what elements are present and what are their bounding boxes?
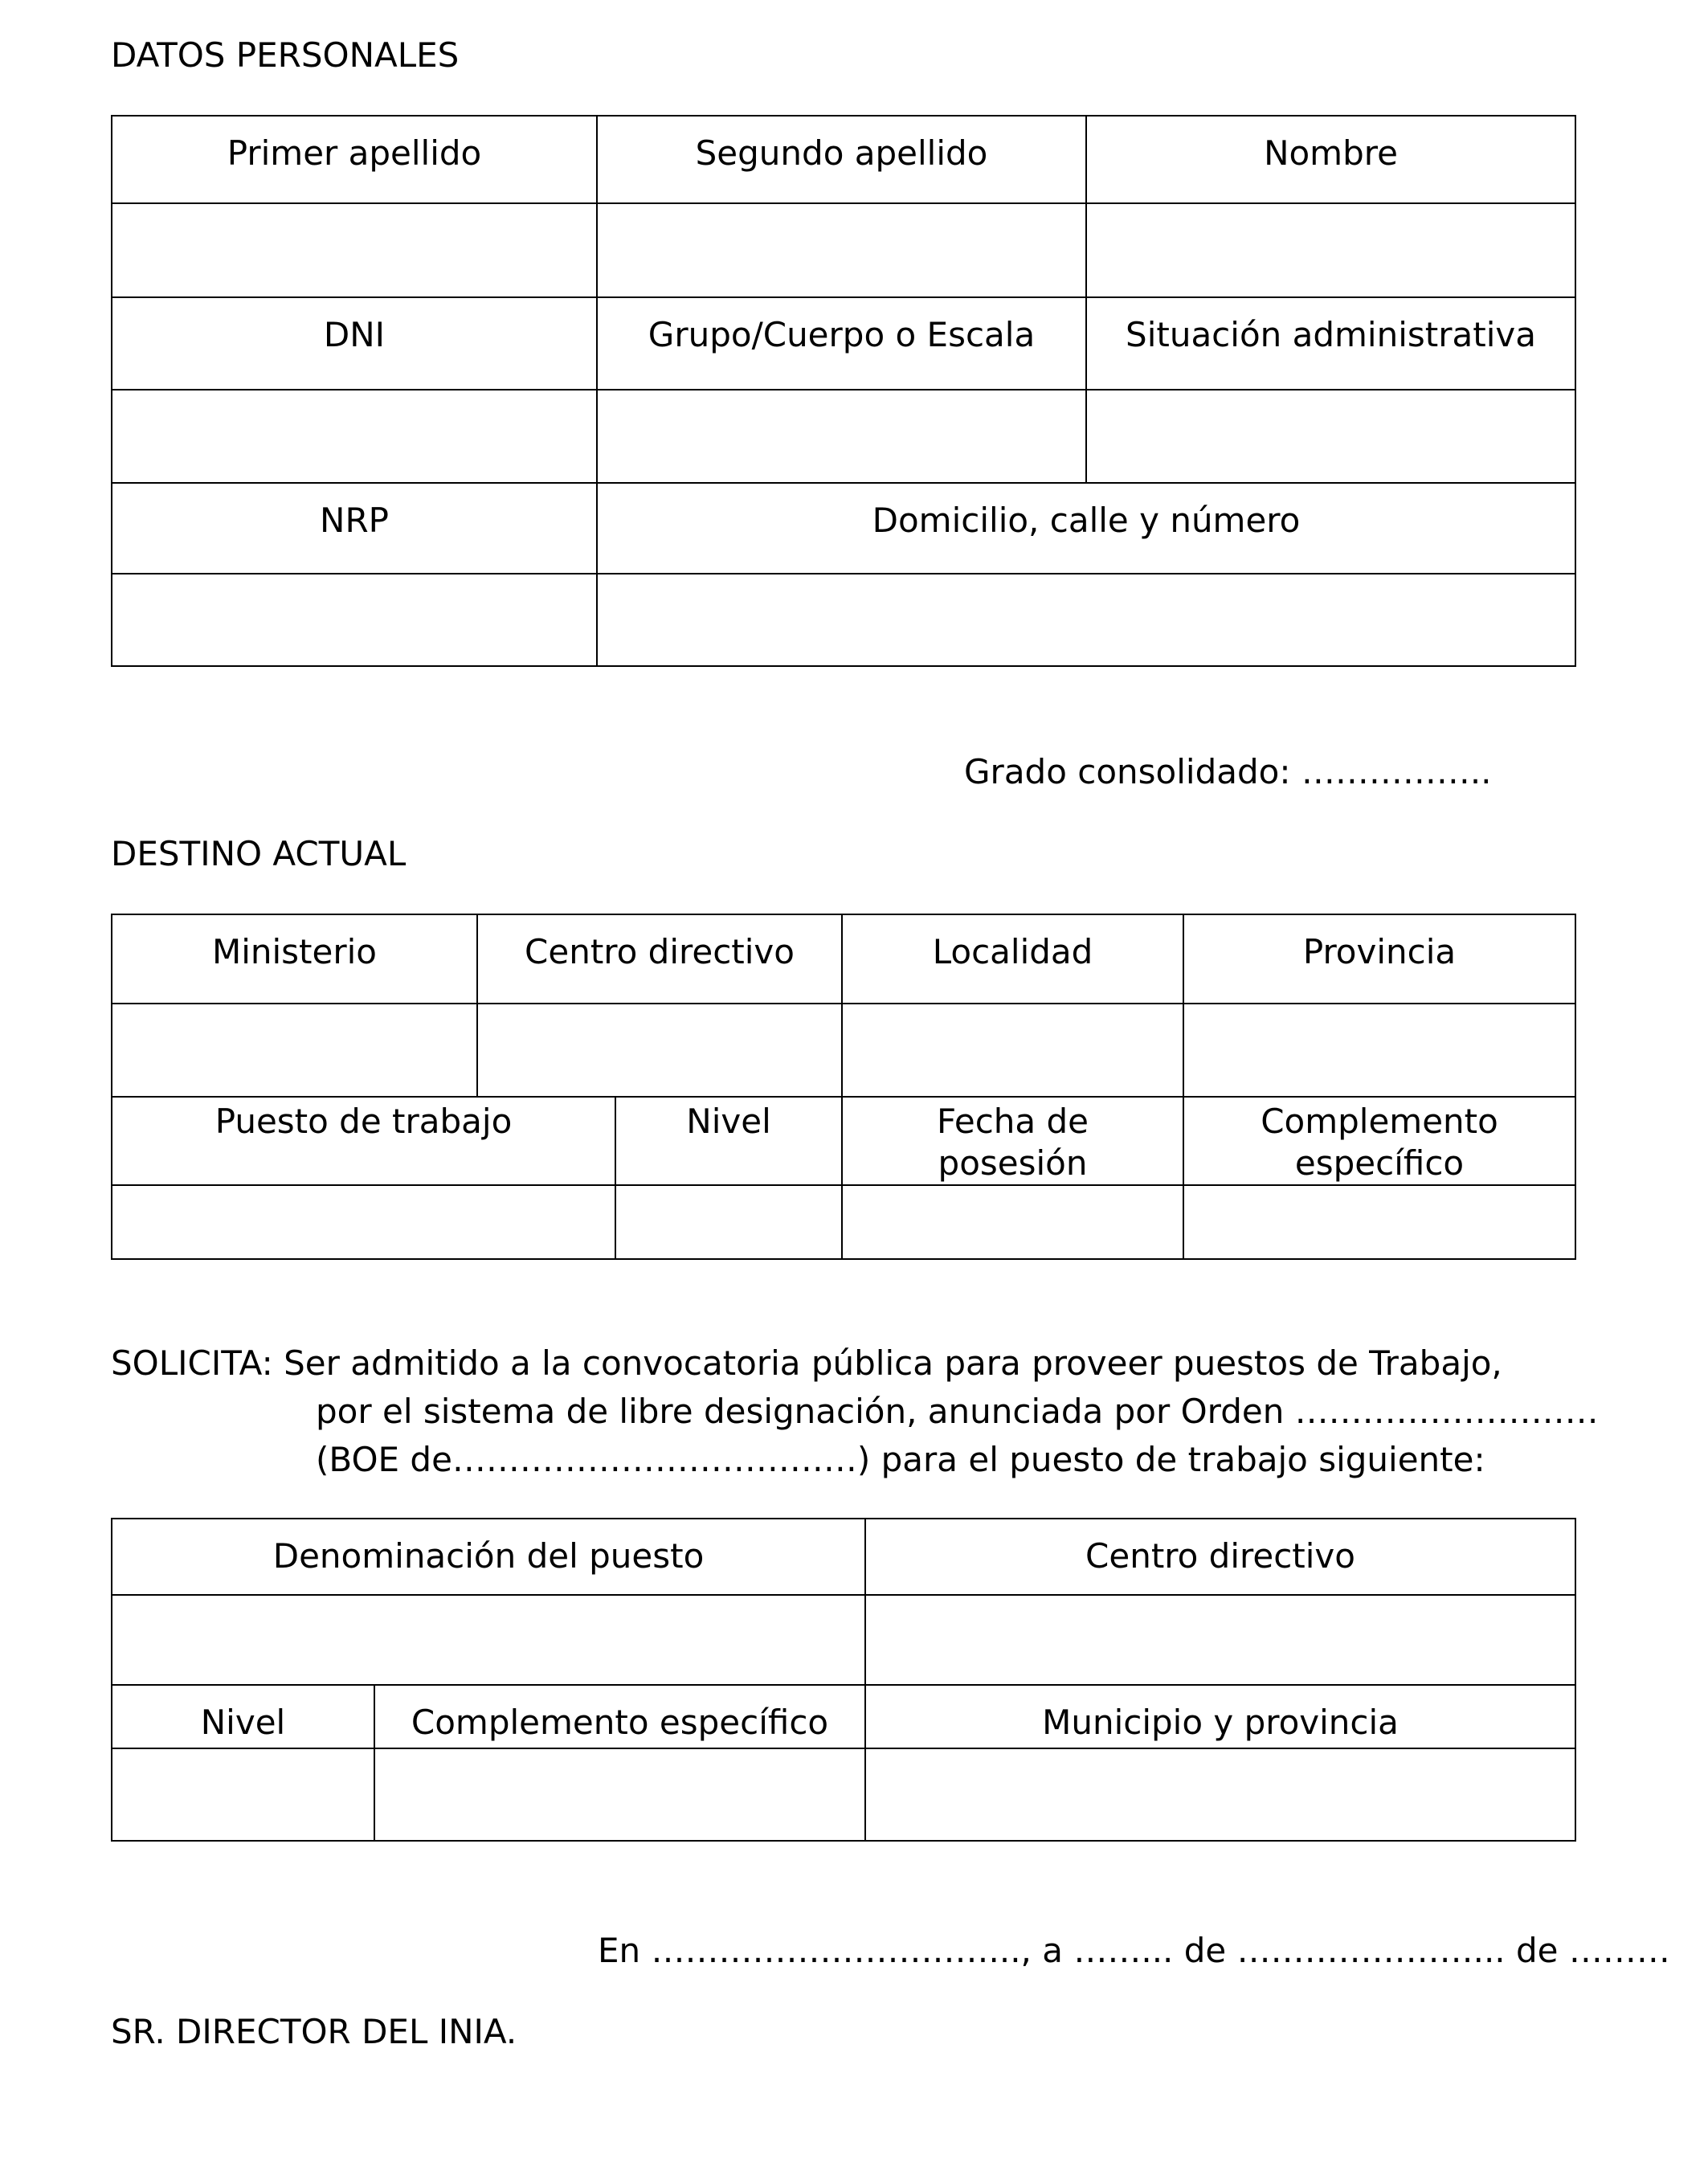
field-primer-apellido[interactable]	[112, 203, 597, 297]
header-nivel: Nivel	[615, 1097, 842, 1185]
field-grupo[interactable]	[597, 390, 1086, 483]
field-puesto-trabajo[interactable]	[112, 1185, 615, 1259]
header-denominacion: Denominación del puesto	[112, 1519, 865, 1595]
header-centro-directivo: Centro directivo	[477, 914, 842, 1004]
field-centro-directivo[interactable]	[477, 1004, 842, 1097]
header-complemento-especifico: Complemento específico	[1183, 1097, 1575, 1185]
field-dni[interactable]	[112, 390, 597, 483]
field-nivel[interactable]	[615, 1185, 842, 1259]
field-domicilio[interactable]	[597, 574, 1575, 666]
header-localidad: Localidad	[842, 914, 1183, 1004]
header-primer-apellido: Primer apellido	[112, 116, 597, 203]
header-ministerio: Ministerio	[112, 914, 477, 1004]
field-complemento-req[interactable]	[374, 1748, 865, 1841]
solicita-line-3: (BOE de………………………………) para el puesto de trabajo siguiente:	[316, 1440, 1485, 1479]
header-grupo: Grupo/Cuerpo o Escala	[597, 297, 1086, 390]
field-nrp[interactable]	[112, 574, 597, 666]
header-fecha-posesion: Fecha de posesión	[842, 1097, 1183, 1185]
field-complemento-especifico[interactable]	[1183, 1185, 1575, 1259]
field-fecha-posesion[interactable]	[842, 1185, 1183, 1259]
header-municipio: Municipio y provincia	[865, 1685, 1575, 1748]
field-nivel-req[interactable]	[112, 1748, 374, 1841]
field-ministerio[interactable]	[112, 1004, 477, 1097]
field-localidad[interactable]	[842, 1004, 1183, 1097]
field-provincia[interactable]	[1183, 1004, 1575, 1097]
solicita-line-1: SOLICITA: Ser admitido a la convocatoria pública para proveer puestos de Trabajo,	[111, 1343, 1502, 1383]
requested-post-table	[111, 1518, 1576, 1842]
section-title-personal: DATOS PERSONALES	[111, 35, 460, 75]
header-domicilio: Domicilio, calle y número	[597, 483, 1575, 574]
section-title-current: DESTINO ACTUAL	[111, 834, 407, 873]
place-date-line: En …………………………..., a ……... de …………………... de ………	[598, 1931, 1670, 1970]
header-provincia: Provincia	[1183, 914, 1575, 1004]
header-puesto-trabajo: Puesto de trabajo	[112, 1097, 615, 1185]
field-nombre[interactable]	[1086, 203, 1575, 297]
header-complemento-req: Complemento específico	[374, 1685, 865, 1748]
field-municipio[interactable]	[865, 1748, 1575, 1841]
addressee: SR. DIRECTOR DEL INIA.	[111, 2012, 517, 2051]
field-centro-directivo-req[interactable]	[865, 1595, 1575, 1685]
header-nrp: NRP	[112, 483, 597, 574]
header-situacion: Situación administrativa	[1086, 297, 1575, 390]
header-nivel-req: Nivel	[112, 1685, 374, 1748]
field-denominacion[interactable]	[112, 1595, 865, 1685]
header-nombre: Nombre	[1086, 116, 1575, 203]
field-situacion[interactable]	[1086, 390, 1575, 483]
field-segundo-apellido[interactable]	[597, 203, 1086, 297]
header-centro-directivo-req: Centro directivo	[865, 1519, 1575, 1595]
grado-consolidado: Grado consolidado: ……………..	[964, 752, 1492, 791]
current-post-table	[111, 914, 1576, 1260]
solicita-line-2: por el sistema de libre designación, anunciada por Orden ………………………	[316, 1392, 1599, 1431]
personal-data-table	[111, 115, 1576, 667]
header-dni: DNI	[112, 297, 597, 390]
header-segundo-apellido: Segundo apellido	[597, 116, 1086, 203]
